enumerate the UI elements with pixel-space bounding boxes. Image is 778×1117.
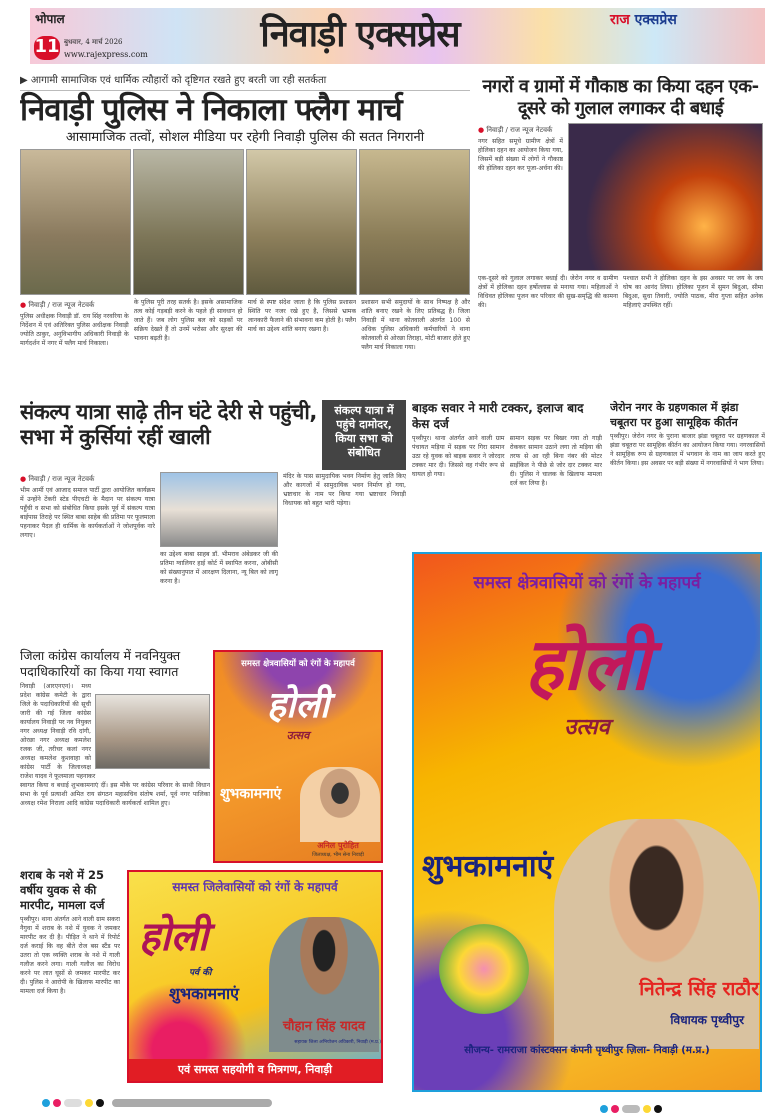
sankalp-sidebar: संकल्प यात्रा में पहुंचे दामोदर, किया सभा को संबोधित: [322, 400, 406, 470]
lead-body-col: मार्च से स्पष्ट संदेश जाता है कि पुलिस प्रशासन स्थिति पर नजर रखे हुए है, जिससे भ्रामक जानकारी फैलाने की संभावना कम होती है। फ्लैग मार्च का उद्देश्य शांति बनाए रखना है।: [247, 299, 357, 333]
sankalp-body-col: मंदिर के पास सामुदायिक भवन निर्माण हेतु जाति किए और कागजों में सामुदायिक भवन निर्माण हो गया, भ्रष्टाचार के नाम पर किया गया भ्रष्टाचार निवाड़ी विधायक को बहुत भारी पड़ेगा।: [283, 473, 406, 507]
newspaper-title: निवाड़ी एक्सप्रेस: [260, 14, 460, 55]
lead-headline: निवाड़ी पुलिस ने निकाला फ्लैग मार्च: [20, 92, 402, 128]
ad-courtesy: सौजन्य- रामराजा कांस्टक्सन कंपनी पृथ्वीपुर ज़िला- निवाड़ी (म.प्र.): [464, 1045, 710, 1056]
ad-person-name: नितेन्द्र सिंह राठौर: [639, 978, 759, 1000]
lead-kicker: ▶ आगामी सामाजिक एवं धार्मिक त्यौहारों को दृष्टिगत रखते हुए बरती जा रही सतर्कता: [20, 74, 470, 91]
holika-story: [478, 76, 763, 394]
flag-march-photo: [20, 149, 131, 295]
kirtan-story: [610, 400, 765, 540]
liquor-body: पृथ्वीपुर। थाना अंतर्गत आने वाली ग्राम सकरा नैगुवा में शराब के नशे में युवक ने जमकर मारपीट कर दी है। पीड़ित ने थाने में रिपोर्ट दर्ज कराई कि वह बीते रोज बस स्टैंड पर उतरा तो एक व्यक्ति शराब के नशे में गाली गलौज करने लगा। गाली गलौज का विरोध करने पर लात घूसों से जमकर मारपीट कर दी। पुलिस ने आरोपी के खिलाफ मारपीट का मामला दर्ज किया है।: [20, 916, 120, 995]
flower-bouquet-image: [439, 924, 529, 1014]
lead-byline: ● निवाड़ी / राज न्यूज नेटवर्क: [20, 300, 129, 310]
holika-body-col: पश्चात सभी ने होलिका दहन के इस अवसर पर जय के जय घोष का आनंद लिया। होलिका पूजन में सुमन बिदुआ, सीमा बिदुआ, सुधा तिवारी, ज्योति पाठक, मीरा गुप्ता सहित अनेक महिलाएं उपस्थित रहीं।: [623, 275, 763, 309]
holika-body-col: नगर सहित समूचे ग्रामीण क्षेत्रों में होलिका दहन का आयोजन किया गया, जिसमें बड़ी संख्या में लोगों ने गौकाष्ठ की होलिका दहन कर पूजा-अर्चना की।: [478, 138, 563, 172]
sankalp-body-col: भीम आर्मी एवं आजाद समाज पार्टी द्वारा आयोजित कार्यक्रम में उन्होंने टेंकरी स्टेड पीएचटी के मैदान पर संकल्प यात्रा पहुँची व सभा को संबोधित किया इसके पूर्व में संकल्प यात्रा बाईपास तिराहे पर स्थित बाबा साहेब की प्रतिमा पर फूलमाला पहनाकर पैदल ही धार्मिक के कार्यकर्ताओं ने जोशपूर्वक नारे लगाए।: [20, 487, 155, 539]
rally-photo: [160, 472, 278, 547]
ad-holi-text: होली: [266, 684, 330, 726]
ad-utsav-text: उत्सव: [286, 729, 310, 742]
ad-person-designation: विधायक पृथ्वीपुर: [670, 1013, 744, 1027]
sankalp-headline: संकल्प यात्रा साढ़े तीन घंटे देरी से पहुंची, सभा में कुर्सियां रहीं खाली: [20, 400, 317, 449]
issue-date: बुधवार, 4 मार्च 2026: [64, 38, 123, 46]
congress-headline: जिला कांग्रेस कार्यालय में नवनियुक्त पदाधिकारियों का किया गया स्वागत: [20, 648, 181, 679]
congress-body: निवाड़ी (आरएनएन)। मध्य प्रदेश कांग्रेस कमेटी के द्वारा जिले के पदाधिकारियों की सूची जारी की गई जिला कांग्रेस कार्यालय निवाड़ी पर नव नियुक्त नगर अध्यक्ष निवाड़ी रवि दांगी, ओरछा नगर अध्यक्ष कमलेश रजक जी, तरीचर कलां नगर अध्यक्ष कमलेश कुशवाहा को कांग्रेस पार्टी के जिलाध्यक्ष राजेश यादव ने फूलमाला पहनाकर स्वागत किया व बधाई शुभकामनाएं दीं। इस मौके पर कांग्रेस परिवार के साथी विधान सभा के पूर्व प्रत्याशी अमित राय संगठन महासचिव संतोष शर्मा, पूर्व नगर पालिका अध्यक्ष रमेश निराला आदि कांग्रेस पदाधिकारी कार्यकर्ता शामिल हुए।: [20, 683, 210, 807]
lead-body-col: के पुलिस पूरी तरह सतर्क है। इसके असामाजिक तत्व कोई गड़बड़ी करने के पहले ही सावधान हो जाते हैं। जब लोग पुलिस बल को सड़कों पर सक्रिय देखते हैं तो उनमें भरोसा और सुरक्षा की भावना बढ़ती है।: [133, 299, 243, 342]
holika-body-col: एक-दूसरे को गुलाल लगाकर बधाई दी। जेरोन नगर व ग्रामीण क्षेत्रों में होलिका दहन हर्षोल्लास से मनाया गया। महिलाओं ने विधिवत होलिका पूजन कर परिवार की सुख-समृद्धि की कामना की।: [478, 275, 618, 309]
bike-body-col: पृथ्वीपुर। थाना अंतर्गत आने वाली ग्राम पंचायत मड़िया में सड़क पर गिरा सामान उठा रहे युवक को बाइक सवार ने जोरदार टक्कर मार दी। जिससे वह गंभीर रूप से घायल हो गया।: [412, 435, 505, 478]
kirtan-headline: जेरोन नगर के ग्रहणकाल में झंडा चबूतरा पर हुआ सामूहिक कीर्तन: [610, 401, 739, 429]
holi-greeting-ad-small: [213, 650, 383, 863]
holi-greeting-ad-medium: [127, 870, 383, 1083]
ad-person-name: अनिल पुरोहित: [317, 841, 359, 850]
holika-dahan-photo: [568, 123, 763, 271]
lead-story: [20, 74, 470, 394]
ad-utsav-text: पर्व की: [189, 968, 212, 978]
lead-body-col: प्रशासन सभी समुदायों के साथ निष्पक्ष है और शांति बनाए रखने के लिए प्रतिबद्ध है। जिला निवाड़ी में थाना कोतवाली अंतर्गत 100 से अधिक पुलिस अधिकारी कर्मचारियों ने थाना कोतवाली से ओरछा तिराहा, मोटी बाजार होते हुए फ्लैग मार्च निकाला गया।: [361, 299, 470, 351]
holika-byline: ● निवाड़ी / राज न्यूज नेटवर्क: [478, 125, 563, 135]
sankalp-byline: ● निवाड़ी / राज न्यूज नेटवर्क: [20, 474, 155, 484]
congress-story: [20, 648, 210, 862]
congress-welcome-photo: [95, 694, 210, 769]
brand-logo: राज एक्सप्रेस: [610, 12, 677, 28]
holika-headline: नगरों व ग्रामों में गौकाष्ठ का किया दहन एक-दूसरे को गुलाल लगाकर दी बधाई: [482, 76, 759, 119]
kirtan-body: पृथ्वीपुर। जेरोन नगर के पुराना बाजार झंडा चबूतरा पर ग्रहणकाल में झंडा चबूतरा पर सामूहिक कीर्तन का आयोजन किया गया। नगरवासियों ने सामूहिक रूप से ग्रहणकाल में भगवान के नाम का जाप करते हुए कीर्तन किया। इस अवसर पर बड़ी संख्या में नगरवासियों ने भाग लिया।: [610, 433, 765, 467]
liquor-headline: शराब के नशे में 25 वर्षीय युवक से की मारपीट, मामला दर्ज: [20, 868, 105, 912]
ad-person-designation: सहायक जिला अभियोजन अधिकारी, निवाड़ी (म.प्र.): [294, 1040, 381, 1045]
bike-headline: बाइक सवार ने मारी टक्कर, इलाज बाद केस दर्ज: [412, 401, 584, 431]
bike-story: [412, 400, 602, 540]
ad-person-designation: जिलाध्यक्ष, भीम सेना निवाड़ी: [312, 852, 364, 858]
bike-body-col: सामान सड़क पर बिखर गया तो गाड़ी रोककर सामान उठाने लगा तो मड़िया की तरफ से आ रही बिना नंबर की मोटर साईकिल ने पीछे से जोर दार टक्कर मार दी। पुलिस ने चालक के खिलाफ मामला दर्ज कर लिया है।: [509, 435, 602, 487]
ad-wishes-text: शुभकामनाएं: [422, 849, 554, 884]
edition-city: भोपाल: [35, 12, 65, 26]
ad-title: समस्त क्षेत्रवासियों को रंगों के महापर्व: [241, 659, 355, 669]
ad-title: समस्त क्षेत्रवासियों को रंगों के महापर्व: [473, 573, 701, 593]
print-registration-marks: [42, 1092, 275, 1111]
ad-person-name: चौहान सिंह यादव: [282, 1019, 366, 1034]
page-number: 11: [34, 36, 60, 60]
ad-footer: एवं समस्त सहयोगी व मित्रगण, निवाड़ी: [129, 1059, 381, 1081]
website-link[interactable]: www.rajexpress.com: [64, 50, 148, 59]
sankalp-body-col: का उद्देश्य बाबा साहब डॉ. भीमराव अंबेडकर जी की प्रतिमा ग्वालियर हाई कोर्ट में स्थापित करना, ओबीसी को संख्यानुपात में आरक्षण दिलाना, न्यू बिल को लागू करना है।: [160, 551, 278, 585]
ad-holi-text: होली: [524, 621, 650, 706]
lead-subheadline: आसामाजिक तत्वों, सोशल मीडिया पर रहेगी निवाड़ी पुलिस की सतत निगरानी: [65, 130, 425, 145]
congress-body-more: स्वागत किया व बधाई शुभकामनाएं दीं। इस मौके पर कांग्रेस परिवार के साथी विधान सभा के पूर्व प्रत्याशी अमित राय संगठन महासचिव संतोष शर्मा, पूर्व नगर पालिका अध्यक्ष रमेश निराला आदि कांग्रेस पदाधिकारी कार्यकर्ता शामिल हुए।: [20, 782, 210, 807]
ad-wishes-text: शुभकामनाएं: [169, 984, 240, 1003]
flag-march-photo: [246, 149, 357, 295]
ad-holi-text: होली: [139, 913, 209, 960]
ad-wishes-text: शुभकामनाएं: [220, 786, 282, 802]
flag-march-photo: [359, 149, 470, 295]
ad-title: समस्त जिलेवासियों को रंगों के महापर्व: [172, 880, 338, 894]
sankalp-story: [20, 400, 406, 636]
lead-body-col: पुलिस अधीक्षक निवाड़ी डॉ. राय सिंह नरवरिया के निर्देशन में एवं अतिरिक्त पुलिस अधीक्षक निवाड़ी ज्योति ठाकुर, अनुविभागीय अधिकारी निवाड़ी के मार्गदर्शन में नगर में फ्लैग मार्च निकाला।: [20, 313, 129, 347]
ad-utsav-text: उत्सव: [564, 714, 610, 740]
liquor-story: [20, 868, 120, 1078]
portrait-photo: [300, 767, 380, 842]
flag-march-photo: [133, 149, 244, 295]
holi-greeting-ad-large: [412, 552, 762, 1092]
